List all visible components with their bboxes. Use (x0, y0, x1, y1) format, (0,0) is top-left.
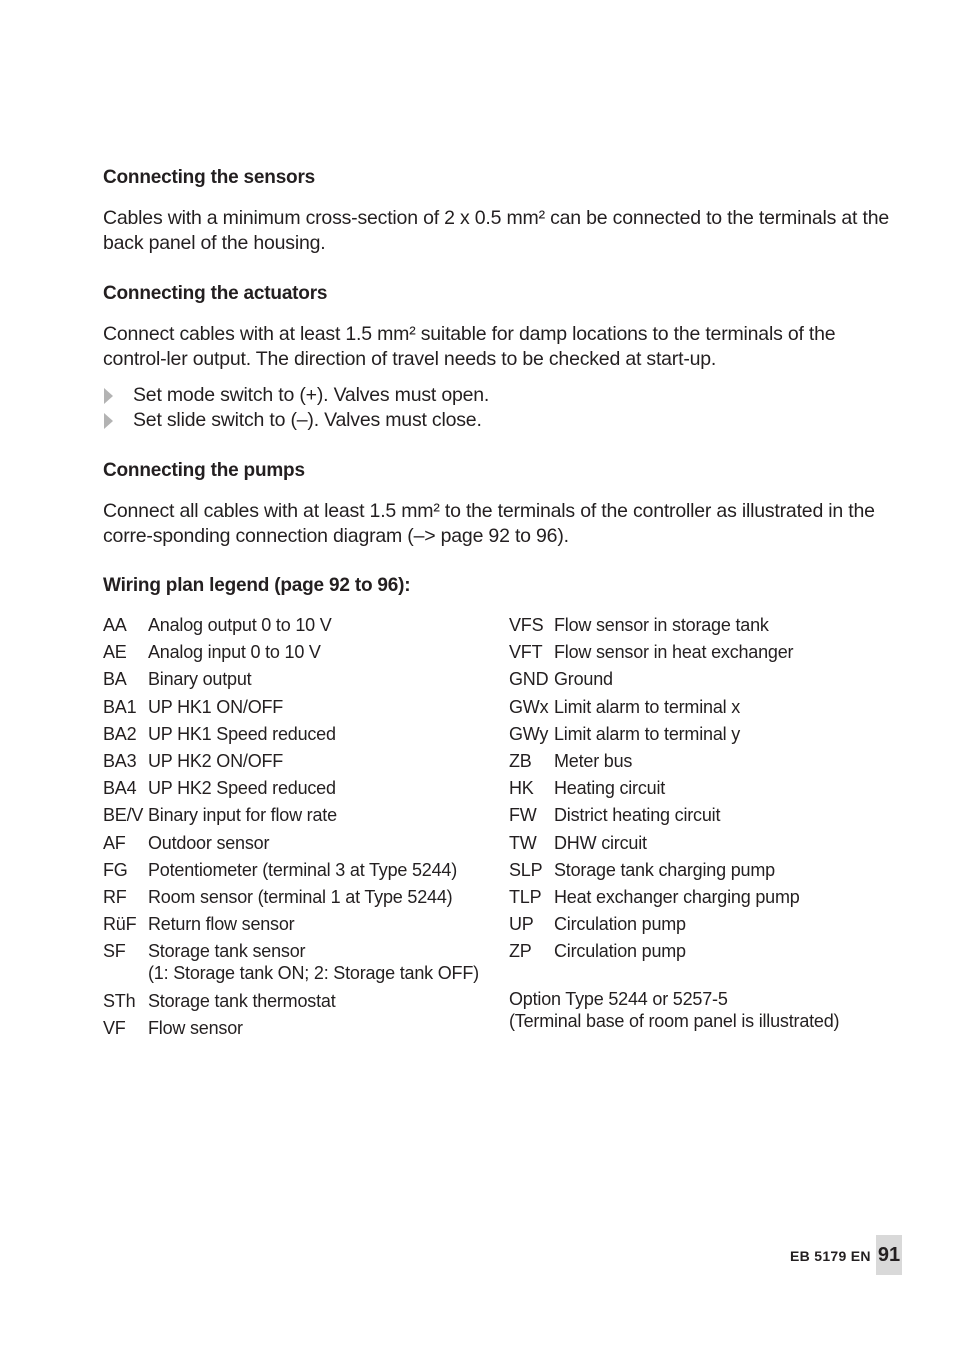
legend-row (103, 696, 479, 723)
legend-desc: Analog output 0 to 10 V (148, 615, 332, 635)
legend-row (103, 804, 479, 831)
legend-abbr: TLP (509, 886, 542, 907)
legend-desc: Circulation pump (554, 941, 686, 962)
legend-row (103, 990, 479, 1017)
legend-desc: Flow sensor in heat exchanger (554, 642, 794, 663)
legend-row (509, 696, 800, 723)
legend-desc: Storage tank sensor (148, 941, 306, 962)
bullet-item (103, 408, 482, 433)
legend-desc-second-line: (1: Storage tank ON; 2: Storage tank OFF) (148, 963, 479, 984)
legend-row (103, 777, 479, 804)
legend-row (103, 668, 479, 695)
legend-desc: UP HK1 ON/OFF (148, 696, 284, 717)
legend-left-column (103, 614, 479, 1045)
legend-row (103, 940, 479, 990)
legend-abbr: VF (103, 1018, 126, 1039)
legend-desc: Storage tank charging pump (554, 859, 775, 880)
sensors-heading: Connecting the sensors (103, 167, 316, 188)
legend-desc: District heating circuit (554, 805, 721, 826)
legend-row (509, 614, 800, 641)
legend-desc: Ground (554, 669, 613, 690)
legend-abbr: VFS (509, 615, 544, 635)
bullet-text: Set mode switch to (+). Valves must open. (133, 384, 490, 406)
legend-desc: Binary output (148, 669, 252, 690)
legend-row (103, 750, 479, 777)
legend-row (103, 859, 479, 886)
legend-abbr: BA3 (103, 750, 137, 771)
legend-row (509, 859, 800, 886)
legend-desc: Heat exchanger charging pump (554, 886, 800, 907)
legend-abbr: BA1 (103, 696, 137, 717)
legend-abbr: SLP (509, 859, 543, 880)
legend-abbr: BA2 (103, 723, 137, 744)
legend-desc: Limit alarm to terminal x (554, 696, 741, 717)
legend-desc: Flow sensor (148, 1018, 243, 1039)
legend-abbr: UP (509, 914, 534, 935)
document-code: EB 5179 EN (790, 1248, 871, 1264)
legend-abbr: BA (103, 669, 127, 690)
actuators-text: Connect cables with at least 1.5 mm² suitable for damp locations to the terminals of the control-ler output. The direction of travel needs to be checked at start-up. (103, 323, 836, 370)
legend-desc: UP HK1 Speed reduced (148, 723, 336, 744)
legend-abbr: ZP (509, 941, 532, 962)
option-note-line1: Option Type 5244 or 5257-5 (509, 989, 728, 1009)
legend-desc: UP HK2 ON/OFF (148, 750, 284, 771)
legend-abbr: FW (509, 805, 537, 826)
legend-abbr: RF (103, 886, 127, 907)
legend-abbr: GND (509, 669, 549, 690)
legend-row (103, 641, 479, 668)
legend-desc: Heating circuit (554, 778, 666, 799)
legend-abbr: STh (103, 991, 136, 1012)
legend-row (509, 886, 800, 913)
pumps-heading: Connecting the pumps (103, 460, 305, 481)
legend-abbr: AE (103, 642, 127, 663)
legend-abbr: SF (103, 941, 126, 962)
legend-desc: DHW circuit (554, 832, 647, 853)
legend-desc: Limit alarm to terminal y (554, 723, 741, 744)
bullet-text: Set slide switch to (–). Valves must close. (133, 409, 482, 431)
legend-abbr: FG (103, 859, 128, 880)
legend-abbr: GWx (509, 696, 549, 717)
legend-desc: Storage tank thermostat (148, 991, 336, 1012)
legend-desc: Circulation pump (554, 914, 686, 935)
legend-desc: Analog input 0 to 10 V (148, 642, 321, 663)
legend-right-column (509, 614, 800, 967)
legend-row (509, 723, 800, 750)
legend-row (509, 940, 800, 967)
legend-row (103, 913, 479, 940)
legend-row (509, 668, 800, 695)
legend-row (103, 886, 479, 913)
legend-row (103, 1017, 479, 1044)
legend-desc: Meter bus (554, 750, 633, 771)
actuators-heading: Connecting the actuators (103, 283, 328, 304)
legend-desc: UP HK2 Speed reduced (148, 778, 336, 799)
option-note-line2: (Terminal base of room panel is illustrated) (509, 1011, 840, 1031)
legend-row (103, 614, 479, 641)
pumps-text: Connect all cables with at least 1.5 mm² to the terminals of the controller as illustrated in the corre-sponding connection diagram (–> page 92 to 96). (103, 500, 875, 547)
triangle-bullet-icon (104, 388, 113, 404)
legend-abbr: AF (103, 832, 126, 853)
legend-desc: Binary input for flow rate (148, 805, 337, 826)
legend-row (509, 913, 800, 940)
legend-abbr: RüF (103, 914, 137, 935)
legend-desc: Flow sensor in storage tank (554, 615, 769, 635)
page-number: 91 (876, 1235, 902, 1275)
legend-desc: Return flow sensor (148, 914, 295, 935)
legend-abbr: BA4 (103, 778, 137, 799)
legend-row (509, 804, 800, 831)
legend-heading: Wiring plan legend (page 92 to 96): (103, 575, 411, 596)
legend-abbr: TW (509, 832, 537, 853)
legend-abbr: ZB (509, 750, 532, 771)
legend-abbr: AA (103, 615, 127, 635)
legend-desc: Outdoor sensor (148, 832, 270, 853)
bullet-item (103, 383, 489, 408)
legend-abbr: HK (509, 778, 534, 799)
legend-desc: Potentiometer (terminal 3 at Type 5244) (148, 859, 458, 880)
legend-row (103, 832, 479, 859)
legend-desc: Room sensor (terminal 1 at Type 5244) (148, 886, 453, 907)
legend-row (103, 723, 479, 750)
legend-abbr: BE/V (103, 805, 144, 826)
legend-row (509, 777, 800, 804)
legend-desc-multiline (148, 940, 479, 990)
sensors-text: Cables with a minimum cross-section of 2 x 0.5 mm² can be connected to the terminals at the back panel of the housing. (103, 207, 889, 254)
legend-row (509, 832, 800, 859)
legend-abbr: GWy (509, 723, 549, 744)
option-note (509, 988, 839, 1032)
legend-row (509, 641, 800, 668)
legend-abbr: VFT (509, 642, 543, 663)
legend-row (509, 750, 800, 777)
triangle-bullet-icon (104, 413, 113, 429)
